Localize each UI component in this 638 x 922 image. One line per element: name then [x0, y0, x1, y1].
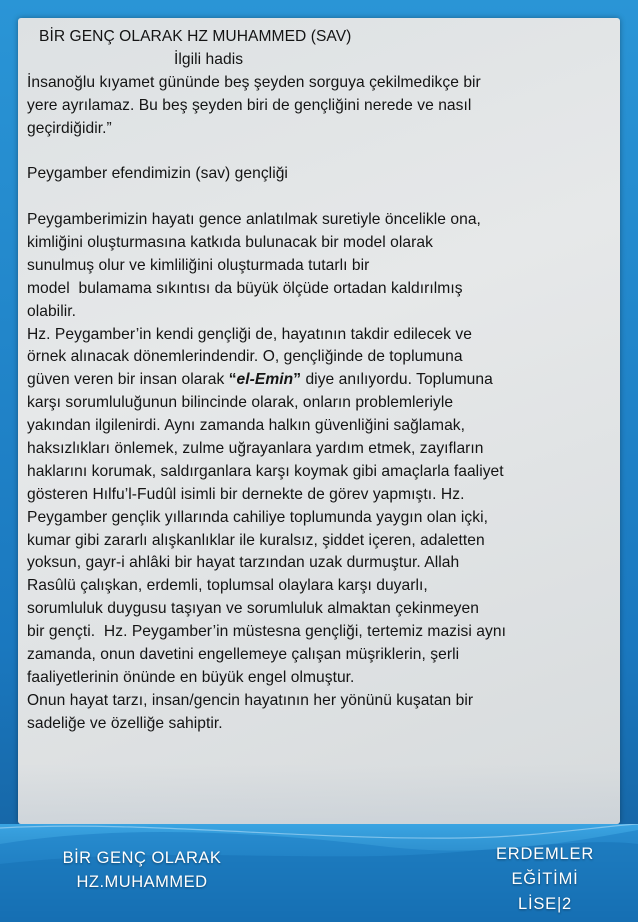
el-emin-emphasis: el-Emin	[236, 371, 294, 389]
el-emin-quote-open: “	[228, 371, 237, 389]
el-emin-quote-close: ”	[293, 371, 302, 389]
body-line: bir gençti. Hz. Peygamber’in müstesna gençliği, tertemiz mazisi aynı	[27, 623, 506, 641]
body-line: Peygamber gençlik yıllarında cahiliye toplumunda yaygın olan içki,	[27, 508, 488, 526]
body-line: zamanda, onun davetini engellemeye çalışan müşriklerin, şerli	[27, 646, 460, 664]
body-line: Onun hayat tarzı, insan/gencin hayatının her yönünü kuşatan bir	[27, 691, 474, 709]
hadith-paragraph	[27, 72, 617, 141]
body-line: Rasûlü çalışkan, erdemli, toplumsal olaylara karşı duyarlı,	[27, 577, 428, 595]
footer-left-line: HZ.MUHAMMED	[76, 873, 208, 891]
spacer	[27, 140, 617, 163]
hadith-line: İnsanoğlu kıyamet gününde beş şeyden sorguya çekilmedikçe bir	[27, 73, 481, 91]
body-line: kimliğini oluşturmasına katkıda bulunacak bir model olarak	[27, 234, 433, 252]
document-title: BİR GENÇ OLARAK HZ MUHAMMED (SAV)	[39, 28, 352, 45]
document-body	[27, 26, 617, 736]
body-paragraph-part-1	[27, 209, 617, 369]
hadith-line: geçirdiğidir.”	[27, 119, 112, 137]
body-line: olabilir.	[27, 302, 76, 320]
el-emin-line	[27, 369, 617, 392]
hadith-line: yere ayrılamaz. Bu beş şeyden biri de gençliğini nerede ve nasıl	[27, 96, 472, 114]
body-line: örnek alınacak dönemlerindendir. O, gençliğinde de toplumuna	[27, 348, 463, 366]
body-line: yoksun, gayr-i ahlâki bir hayat tarzından uzak durmuştur. Allah	[27, 554, 460, 572]
body-line: sadeliğe ve özelliğe sahiptir.	[27, 714, 223, 732]
footer-right-line: EĞİTİMİ	[511, 870, 579, 888]
footer-right-title	[470, 842, 620, 917]
footer-right-line: ERDEMLER	[495, 845, 595, 863]
spacer	[27, 186, 617, 209]
footer-left-line: BİR GENÇ OLARAK	[62, 849, 222, 867]
body-line: haksızlıkları önlemek, zulme uğrayanlara yardım etmek, zayıfların	[27, 440, 484, 458]
body-line: kumar gibi zararlı alışkanlıklar ile kuralsız, şiddet içeren, adaletten	[27, 531, 485, 549]
body-line: faaliyetlerinin önünde en büyük engel olmuştur.	[27, 668, 355, 686]
body-line: haklarını korumak, saldırganlara karşı koymak gibi amaçlarla faaliyet	[27, 462, 504, 480]
body-line: gösteren Hılfu’l-Fudûl isimli bir dernekte de görev yapmıştı. Hz.	[27, 485, 465, 503]
body-line: yakından ilgilenirdi. Aynı zamanda halkın güvenliğini sağlamak,	[27, 417, 466, 435]
el-emin-line-before: güven veren bir insan olarak	[27, 371, 229, 389]
document-subtitle: İlgili hadis	[174, 50, 244, 68]
body-line: sunulmuş olur ve kimliliğini oluşturmada tutarlı bir	[27, 256, 370, 274]
body-line: Hz. Peygamber’in kendi gençliği de, hayatının takdir edilecek ve	[27, 325, 472, 343]
paper-sheen	[18, 764, 620, 824]
body-paragraph-part-2	[27, 392, 617, 735]
footer-right-line: LİSE|2	[517, 895, 573, 913]
section-heading: Peygamber efendimizin (sav) gençliği	[27, 165, 288, 183]
body-line: Peygamberimizin hayatı gence anlatılmak suretiyle öncelikle ona,	[27, 211, 481, 229]
el-emin-line-after: diye anılıyordu. Toplumuna	[301, 371, 493, 389]
body-line: sorumluluk duygusu taşıyan ve sorumluluk almaktan çekinmeyen	[27, 600, 479, 618]
body-line: model bulamama sıkıntısı da büyük ölçüde ortadan kaldırılmış	[27, 279, 463, 297]
footer-left-title	[32, 846, 252, 894]
body-line: karşı sorumluluğunun bilincinde olarak, onların problemleriyle	[27, 394, 454, 412]
